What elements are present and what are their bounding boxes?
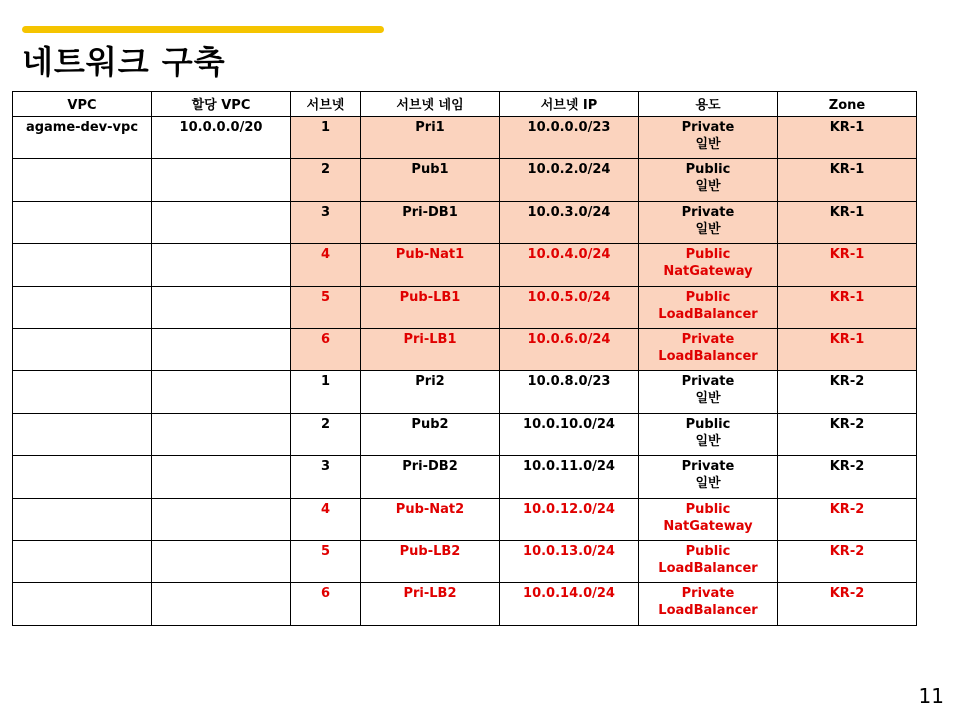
header-vpc: VPC	[13, 92, 152, 117]
cell-allocated-vpc	[152, 371, 291, 413]
usage-detail: 일반	[695, 137, 721, 152]
usage-type: Public	[685, 543, 731, 559]
cell-subnet-ip: 10.0.13.0/24	[500, 540, 639, 582]
cell-zone: KR-2	[778, 540, 917, 582]
cell-zone: KR-2	[778, 456, 917, 498]
cell-subnet-ip: 10.0.12.0/24	[500, 498, 639, 540]
cell-subnet-ip: 10.0.10.0/24	[500, 413, 639, 455]
cell-subnet-ip: 10.0.2.0/24	[500, 159, 639, 201]
cell-subnet-number: 6	[291, 328, 361, 370]
cell-vpc: agame-dev-vpc	[13, 117, 152, 159]
usage-detail: 일반	[695, 476, 721, 492]
header-row	[13, 92, 917, 117]
usage-detail: LoadBalancer	[658, 603, 758, 619]
cell-subnet-name: Pub1	[361, 159, 500, 201]
cell-subnet-name: Pub-LB2	[361, 540, 500, 582]
cell-subnet-name: Pri-DB1	[361, 201, 500, 243]
cell-subnet-number: 4	[291, 498, 361, 540]
cell-usage	[639, 328, 778, 370]
cell-usage	[639, 540, 778, 582]
cell-subnet-ip: 10.0.0.0/23	[500, 117, 639, 159]
cell-subnet-number: 3	[291, 201, 361, 243]
header-usage: 용도	[639, 92, 778, 117]
header-subnet-number: 서브넷	[291, 92, 361, 117]
cell-usage	[639, 498, 778, 540]
cell-usage	[639, 413, 778, 455]
cell-subnet-name: Pri2	[361, 371, 500, 413]
cell-subnet-ip: 10.0.5.0/24	[500, 286, 639, 328]
cell-allocated-vpc	[152, 159, 291, 201]
table-body	[13, 117, 917, 626]
usage-type: Public	[685, 501, 731, 517]
table-row	[13, 540, 917, 582]
table-row	[13, 498, 917, 540]
cell-zone: KR-1	[778, 159, 917, 201]
cell-vpc	[13, 540, 152, 582]
usage-detail: 일반	[695, 179, 721, 195]
table-row	[13, 583, 917, 625]
cell-subnet-name: Pub-LB1	[361, 286, 500, 328]
cell-allocated-vpc	[152, 244, 291, 286]
table-row	[13, 328, 917, 370]
cell-zone: KR-1	[778, 201, 917, 243]
cell-zone: KR-2	[778, 371, 917, 413]
table-row	[13, 286, 917, 328]
usage-detail: LoadBalancer	[658, 560, 758, 576]
table-row	[13, 456, 917, 498]
cell-subnet-name: Pub2	[361, 413, 500, 455]
cell-allocated-vpc	[152, 456, 291, 498]
usage-detail: 일반	[695, 221, 721, 237]
cell-allocated-vpc: 10.0.0.0/20	[152, 117, 291, 159]
cell-subnet-ip: 10.0.11.0/24	[500, 456, 639, 498]
cell-allocated-vpc	[152, 540, 291, 582]
table-header	[13, 92, 917, 117]
header-allocated-vpc: 할당 VPC	[152, 92, 291, 117]
cell-usage	[639, 244, 778, 286]
table-row	[13, 201, 917, 243]
cell-zone: KR-1	[778, 244, 917, 286]
cell-vpc	[13, 159, 152, 201]
cell-zone: KR-2	[778, 498, 917, 540]
cell-allocated-vpc	[152, 498, 291, 540]
usage-detail: 일반	[695, 391, 721, 407]
page-number: 11	[918, 684, 944, 708]
header-subnet-ip: 서브넷 IP	[500, 92, 639, 117]
usage-detail: 일반	[695, 433, 721, 449]
cell-subnet-ip: 10.0.8.0/23	[500, 371, 639, 413]
table-row	[13, 244, 917, 286]
cell-subnet-number: 4	[291, 244, 361, 286]
cell-allocated-vpc	[152, 328, 291, 370]
cell-usage	[639, 583, 778, 625]
title-accent-bar	[22, 26, 384, 33]
cell-subnet-name: Pub-Nat1	[361, 244, 500, 286]
usage-type: Private	[681, 204, 735, 220]
cell-usage	[639, 201, 778, 243]
cell-vpc	[13, 328, 152, 370]
cell-subnet-ip: 10.0.3.0/24	[500, 201, 639, 243]
cell-zone: KR-2	[778, 583, 917, 625]
subnet-table	[12, 91, 917, 626]
cell-subnet-number: 2	[291, 413, 361, 455]
header-zone: Zone	[778, 92, 917, 117]
cell-vpc	[13, 371, 152, 413]
cell-allocated-vpc	[152, 201, 291, 243]
cell-zone: KR-1	[778, 328, 917, 370]
usage-type: Private	[681, 374, 735, 390]
cell-subnet-name: Pub-Nat2	[361, 498, 500, 540]
cell-vpc	[13, 201, 152, 243]
usage-detail: LoadBalancer	[658, 348, 758, 364]
usage-type: Private	[681, 459, 735, 475]
cell-subnet-number: 1	[291, 117, 361, 159]
usage-type: Public	[685, 416, 731, 432]
usage-type: Private	[681, 331, 735, 347]
table-row	[13, 371, 917, 413]
cell-subnet-number: 1	[291, 371, 361, 413]
cell-zone: KR-2	[778, 413, 917, 455]
cell-subnet-number: 3	[291, 456, 361, 498]
cell-vpc	[13, 286, 152, 328]
cell-allocated-vpc	[152, 413, 291, 455]
usage-type: Public	[685, 162, 731, 178]
page-title: 네트워크 구축	[22, 43, 226, 81]
cell-allocated-vpc	[152, 583, 291, 625]
table-row	[13, 413, 917, 455]
cell-vpc	[13, 413, 152, 455]
cell-usage	[639, 117, 778, 159]
cell-usage	[639, 371, 778, 413]
usage-detail: NatGateway	[663, 518, 753, 534]
cell-vpc	[13, 498, 152, 540]
table-row	[13, 159, 917, 201]
cell-subnet-ip: 10.0.6.0/24	[500, 328, 639, 370]
usage-type: Private	[681, 586, 735, 602]
table-row	[13, 117, 917, 159]
cell-allocated-vpc	[152, 286, 291, 328]
cell-usage	[639, 286, 778, 328]
usage-type: Public	[685, 247, 731, 263]
usage-type: Public	[685, 289, 731, 305]
cell-subnet-ip: 10.0.14.0/24	[500, 583, 639, 625]
cell-zone: KR-1	[778, 286, 917, 328]
cell-zone: KR-1	[778, 117, 917, 159]
cell-vpc	[13, 456, 152, 498]
cell-vpc	[13, 244, 152, 286]
cell-subnet-name: Pri-DB2	[361, 456, 500, 498]
cell-vpc	[13, 583, 152, 625]
cell-usage	[639, 159, 778, 201]
cell-subnet-number: 2	[291, 159, 361, 201]
cell-subnet-name: Pri-LB1	[361, 328, 500, 370]
usage-detail: NatGateway	[663, 264, 753, 280]
cell-subnet-name: Pri-LB2	[361, 583, 500, 625]
cell-usage	[639, 456, 778, 498]
cell-subnet-ip: 10.0.4.0/24	[500, 244, 639, 286]
usage-detail: LoadBalancer	[658, 306, 758, 322]
usage-type: Private	[681, 120, 735, 135]
cell-subnet-name: Pri1	[361, 117, 500, 159]
header-subnet-name: 서브넷 네임	[361, 92, 500, 117]
cell-subnet-number: 5	[291, 540, 361, 582]
cell-subnet-number: 6	[291, 583, 361, 625]
cell-subnet-number: 5	[291, 286, 361, 328]
